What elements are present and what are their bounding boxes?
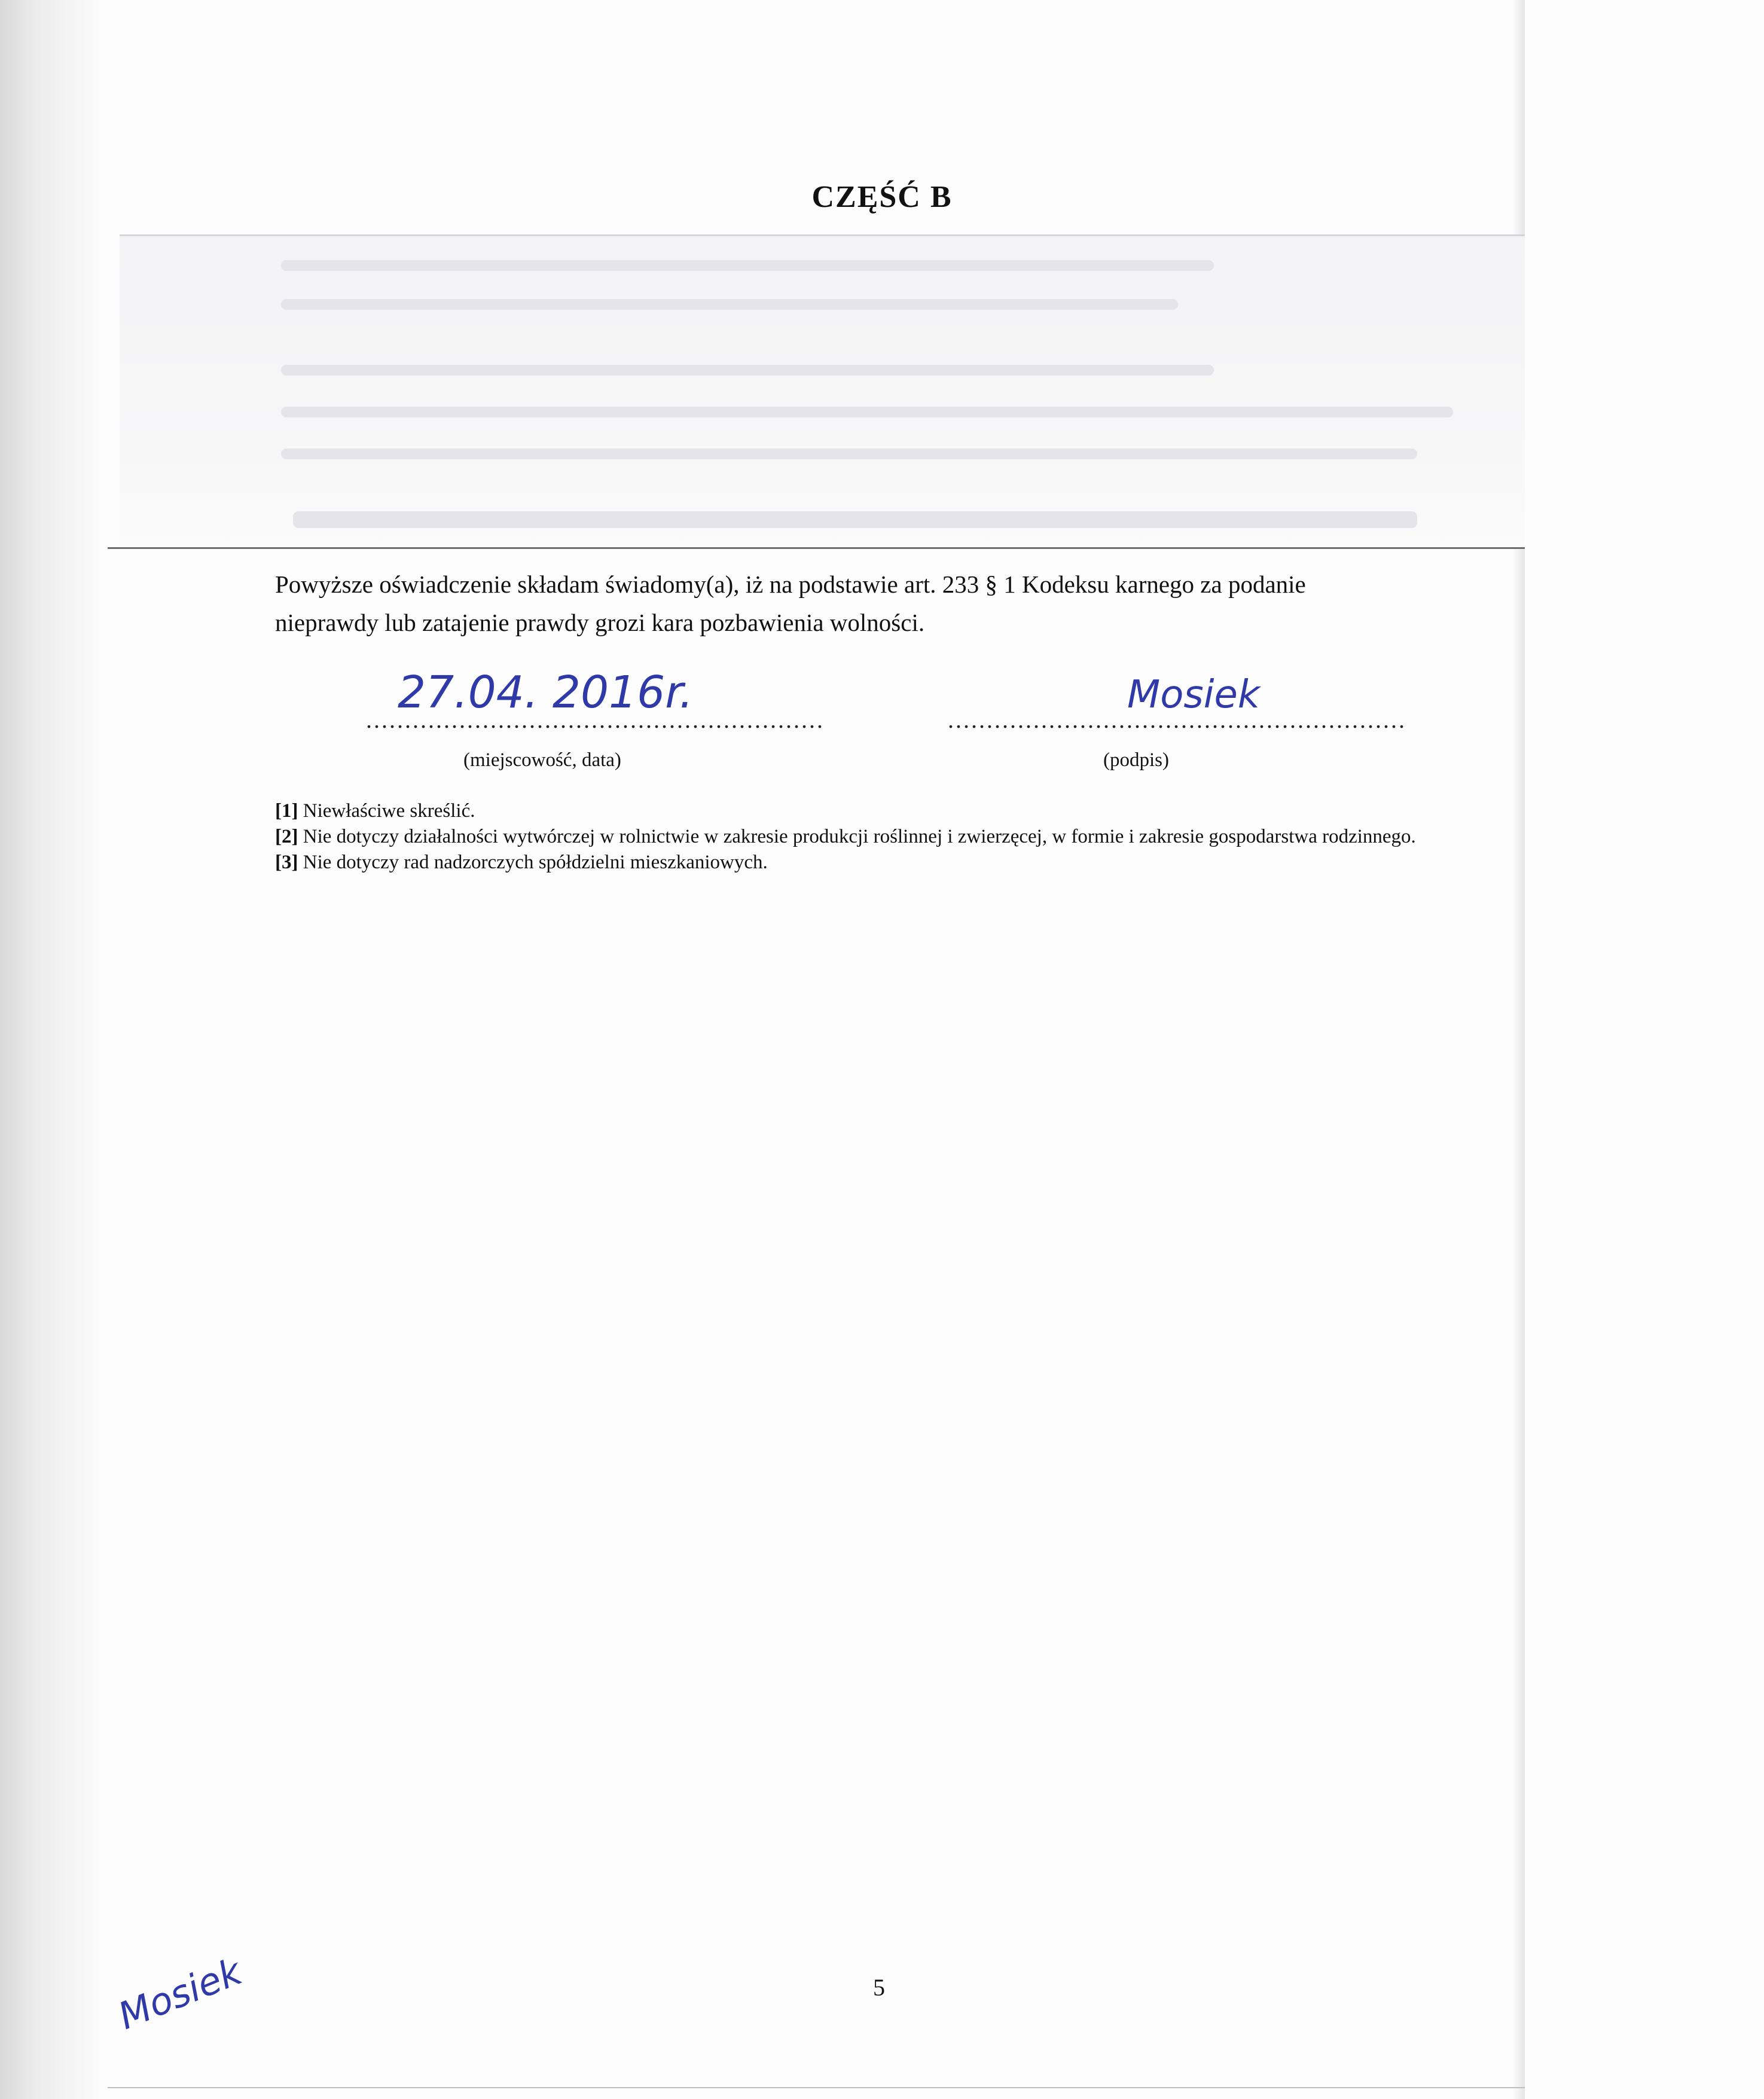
footnote-ref: [3] bbox=[275, 852, 298, 873]
signature-dotted-line: ........................................................... bbox=[948, 706, 1406, 733]
handwritten-signature: Mosiek bbox=[1127, 673, 1260, 717]
footnote-text: Nie dotyczy działalności wytwórczej w rolnictwie w zakresie produkcji roślinnej i zwierzęcej, w formie i zakresie gospodarstwa rodzinnego. bbox=[303, 826, 1416, 847]
page-bottom-edge bbox=[108, 2087, 1525, 2088]
date-caption: (miejscowość, data) bbox=[463, 749, 621, 771]
page-number: 5 bbox=[873, 1974, 885, 2001]
footnote-ref: [2] bbox=[275, 826, 298, 847]
section-heading: CZĘŚĆ B bbox=[811, 180, 953, 214]
signature-caption: (podpis) bbox=[1103, 749, 1169, 771]
band-bottom-edge bbox=[108, 547, 1525, 549]
footnote-text: Niewłaściwe skreślić. bbox=[303, 800, 475, 822]
handwritten-date: 27.04. 2016r. bbox=[398, 667, 694, 718]
footnote-1 bbox=[275, 798, 1441, 824]
scan-left-shadow bbox=[0, 0, 108, 2099]
handwritten-initials: Mosiek bbox=[112, 1949, 248, 2038]
footnote-3 bbox=[275, 850, 1441, 875]
overlapping-page-band bbox=[120, 236, 1525, 547]
footnotes bbox=[275, 798, 1441, 875]
ghost-text-line bbox=[281, 449, 1417, 459]
date-dotted-line: ........................................................... bbox=[366, 706, 825, 733]
footnote-2 bbox=[275, 824, 1441, 850]
ghost-text-line bbox=[281, 365, 1214, 376]
ghost-text-line bbox=[281, 299, 1178, 310]
footnote-ref: [1] bbox=[275, 800, 298, 822]
liability-statement: Powyższe oświadczenie składam świadomy(a), iż na podstawie art. 233 § 1 Kodeksu karnego za podanie nieprawdy lub zatajenie prawdy grozi kara pozbawienia wolności. bbox=[275, 570, 1306, 636]
footnote-text: Nie dotyczy rad nadzorczych spółdzielni mieszkaniowych. bbox=[303, 852, 768, 873]
ghost-text-line bbox=[293, 511, 1417, 528]
ghost-text-line bbox=[281, 407, 1453, 417]
ghost-text-line bbox=[281, 260, 1214, 271]
band-top-edge bbox=[120, 234, 1525, 236]
